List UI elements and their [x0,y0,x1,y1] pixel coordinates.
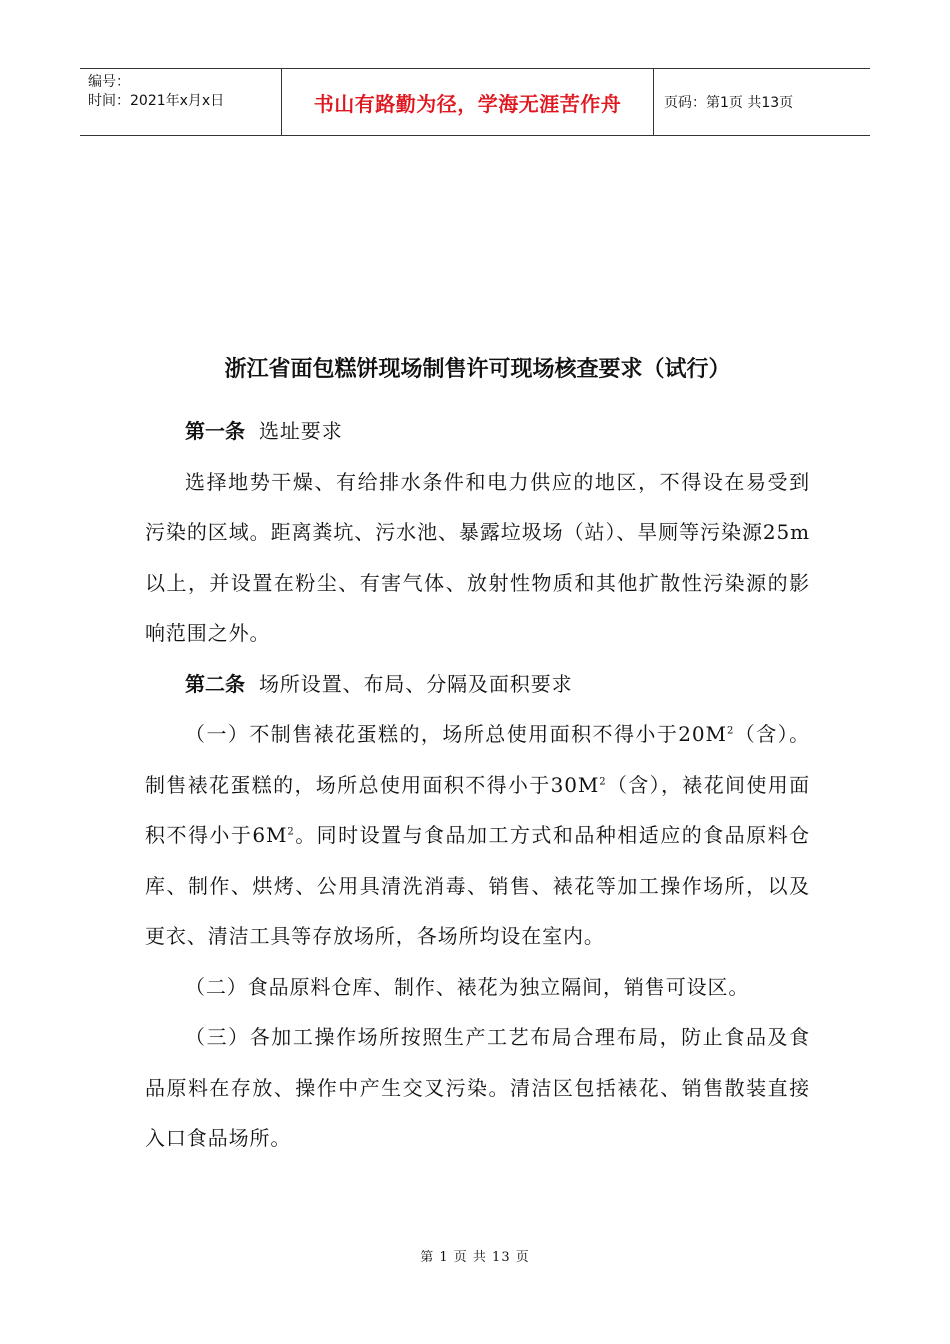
article-subject: 选址要求 [259,419,343,443]
header-page-label: 页码：第1页 共13页 [664,95,794,111]
time-label: 时间：2021年x月x日 [88,93,225,109]
article-number: 第一条 [185,419,245,443]
document-title: 浙江省面包糕饼现场制售许可现场核查要求（试行） [224,357,731,382]
document-body [145,346,810,1164]
article-number: 第二条 [185,671,245,696]
superscript: 2 [599,775,607,787]
article1-heading [145,406,810,457]
article2-heading [145,659,810,710]
article-subject: 场所设置、布局、分隔及面积要求 [259,671,573,696]
text-run: （一）不制售裱花蛋糕的，场所总使用面积不得小于20M [185,722,727,746]
page-footer: 第 1 页 共 13 页 [420,1250,530,1265]
number-label: 编号： [88,74,130,90]
article2-item3: （三）各加工操作场所按照生产工艺布局合理布局，防止食品及食品原料在存放、操作中产生交叉污染。清洁区包括裱花、销售散装直接入口食品场所。 [145,1025,810,1150]
superscript: 2 [726,725,735,737]
header-meta [80,69,282,135]
text-run: （含）。制售裱花蛋糕的，场所总使用面积不得小于30M [145,722,810,797]
article1-paragraph: 选择地势干燥、有给排水条件和电力供应的地区，不得设在易受到污染的区域。距离粪坑、污水池、暴露垃圾场（站）、旱厕等污染源25m以上，并设置在粉尘、有害气体、放射性物质和其他扩散性污染源的影响范围之外。 [145,469,810,645]
text-run: 。同时设置与食品加工方式和品种相适应的食品原料仓库、制作、烘烤、公用具清洗消毒、销售、裱花等加工操作场所，以及更衣、清洁工具等存放场所，各场所均设在室内。 [145,823,810,948]
header-motto: 书山有路勤为径，学海无涯苦作舟 [282,69,654,135]
superscript: 2 [287,826,295,838]
page-header [80,68,870,136]
article2-item2: （二）食品原料仓库、制作、裱花为独立隔间，销售可设区。 [185,974,750,999]
article2-item1 [145,709,810,962]
text-run: （含），裱花间使用面积不得小于6M [145,772,810,847]
